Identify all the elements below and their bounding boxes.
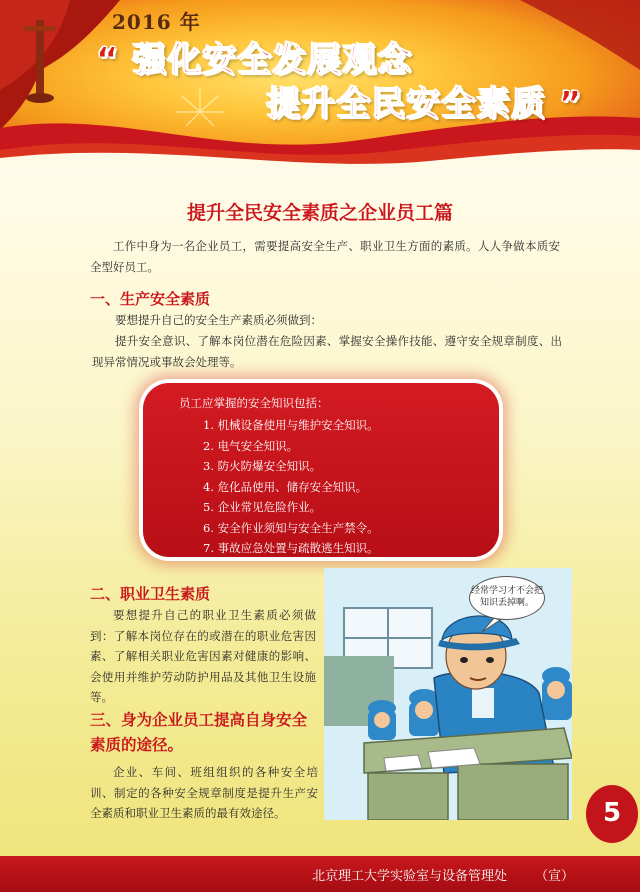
- list-item: 1. 机械设备使用与维护安全知识。: [203, 418, 379, 432]
- section3-heading: 三、身为企业员工提高自身安全素质的途径。: [90, 711, 308, 754]
- list-item: 3. 防火防爆安全知识。: [203, 459, 322, 473]
- section2-heading: 二、职业卫生素质: [90, 585, 211, 603]
- firework-icon: [176, 88, 224, 126]
- header-banner: [0, 0, 640, 168]
- title-line-1: “ 强化安全发展观念: [96, 40, 413, 80]
- list-item: 6. 安全作业须知与安全生产禁令。: [203, 520, 379, 535]
- corner-shade: [520, 0, 640, 70]
- publisher-name: 北京理工大学实验室与设备管理处: [312, 869, 508, 884]
- section3-paragraph: 企业、车间、班组组织的各种安全培训、制定的各种安全规章制度是提升生产安全素质和职业卫生素质的最有效途径。: [90, 765, 318, 820]
- title-line-2: 提升全民安全素质 ”: [266, 84, 583, 124]
- list-item: 5. 企业常见危险作业。: [203, 500, 322, 514]
- footer-mark: （宣）: [535, 869, 575, 884]
- pillar-wing: [24, 26, 56, 31]
- footer-bar: [0, 856, 640, 892]
- section1-heading: 一、生产安全素质: [90, 290, 211, 308]
- knowledge-box-lead: 员工应掌握的安全知识包括：: [179, 396, 329, 410]
- pillar-base: [26, 93, 54, 103]
- list-item: 7. 事故应急处置与疏散逃生知识。: [203, 541, 379, 555]
- list-item: 2. 电气安全知识。: [203, 438, 299, 453]
- knowledge-box: [143, 383, 499, 557]
- knowledge-list: [203, 415, 379, 559]
- workers-studying-illustration: [324, 568, 572, 820]
- page-number-badge: 5: [586, 785, 638, 843]
- pillar-icon: [36, 20, 44, 98]
- section1-paragraph-1: 要想提升自己的安全生产素质必须做到：: [115, 313, 322, 327]
- intro-paragraph: 工作中身为一名企业员工，需要提高安全生产、职业卫生方面的素质。人人争做本质安全型好员工。: [90, 239, 560, 274]
- speech-bubble: 经常学习才不会把知识丢掉啊。: [469, 576, 545, 620]
- list-item: 4. 危化品使用、储存安全知识。: [203, 479, 368, 494]
- year-label: 2016 年: [112, 10, 201, 34]
- section2-paragraph: 要想提升自己的职业卫生素质必须做到：了解本岗位存在的或潜在的职业危害因素、了解相关职业危害因素对健康的影响、会使用并维护劳动防护用品及其他卫生设施等。: [90, 608, 316, 704]
- article-subtitle: 提升全民安全素质之企业员工篇: [186, 202, 453, 224]
- section1-paragraph-2: 提升安全意识、了解本岗位潜在危险因素、掌握安全操作技能、遵守安全规章制度、出现异常情况或事故会处理等。: [92, 334, 562, 369]
